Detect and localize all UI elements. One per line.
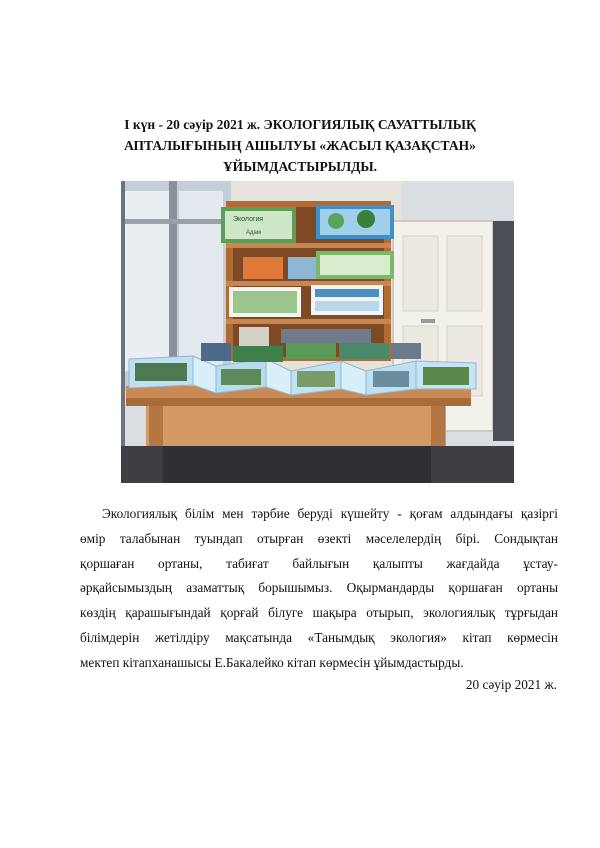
paragraph-line: өмір талабынан туындап отырған өзекті мәселелердің бірі. Сондықтан: [80, 530, 558, 546]
title-line: І күн - 20 сәуір 2021 ж. ЭКОЛОГИЯЛЫҚ САУАТТЫЛЫҚ: [124, 117, 476, 132]
poster-text: Адам: [246, 230, 261, 236]
paragraph-line: мектеп кітапханашысы Е.Бакалейко кітап көрмесін ұйымдастырды.: [80, 654, 464, 670]
paragraph-line: қоршаған ортаны, табиғат байлығын қалыпты жағдайда ұстау-: [80, 555, 558, 571]
paragraph-line: білімдерін жетілдіру мақсатында «Танымдық экология» кітап көрмесін: [80, 629, 558, 645]
body-paragraph: [80, 502, 558, 676]
title-line: АПТАЛЫҒЫНЫҢ АШЫЛУЫ «ЖАСЫЛ ҚАЗАҚСТАН»: [124, 138, 476, 153]
paragraph-line: әрқайсымыздың азаматтық борышымыз. Оқырмандарды қоршаған ортаны: [80, 580, 558, 596]
title-line: ҰЙЫМДАСТЫРЫЛДЫ.: [222, 159, 378, 174]
document-date: 20 сәуір 2021 ж.: [465, 677, 557, 692]
paragraph-line: көздің қарашығындай қорғай білуге шақыра отырып, экологиялық тұрғыдан: [80, 605, 558, 621]
exhibition-photo: [121, 181, 514, 483]
paragraph-line: Экологиялық білім мен тәрбие беруді күшейту - қоғам алдындағы қазіргі: [102, 506, 558, 521]
document-title: [80, 114, 520, 177]
poster-text: Экология: [233, 216, 264, 223]
